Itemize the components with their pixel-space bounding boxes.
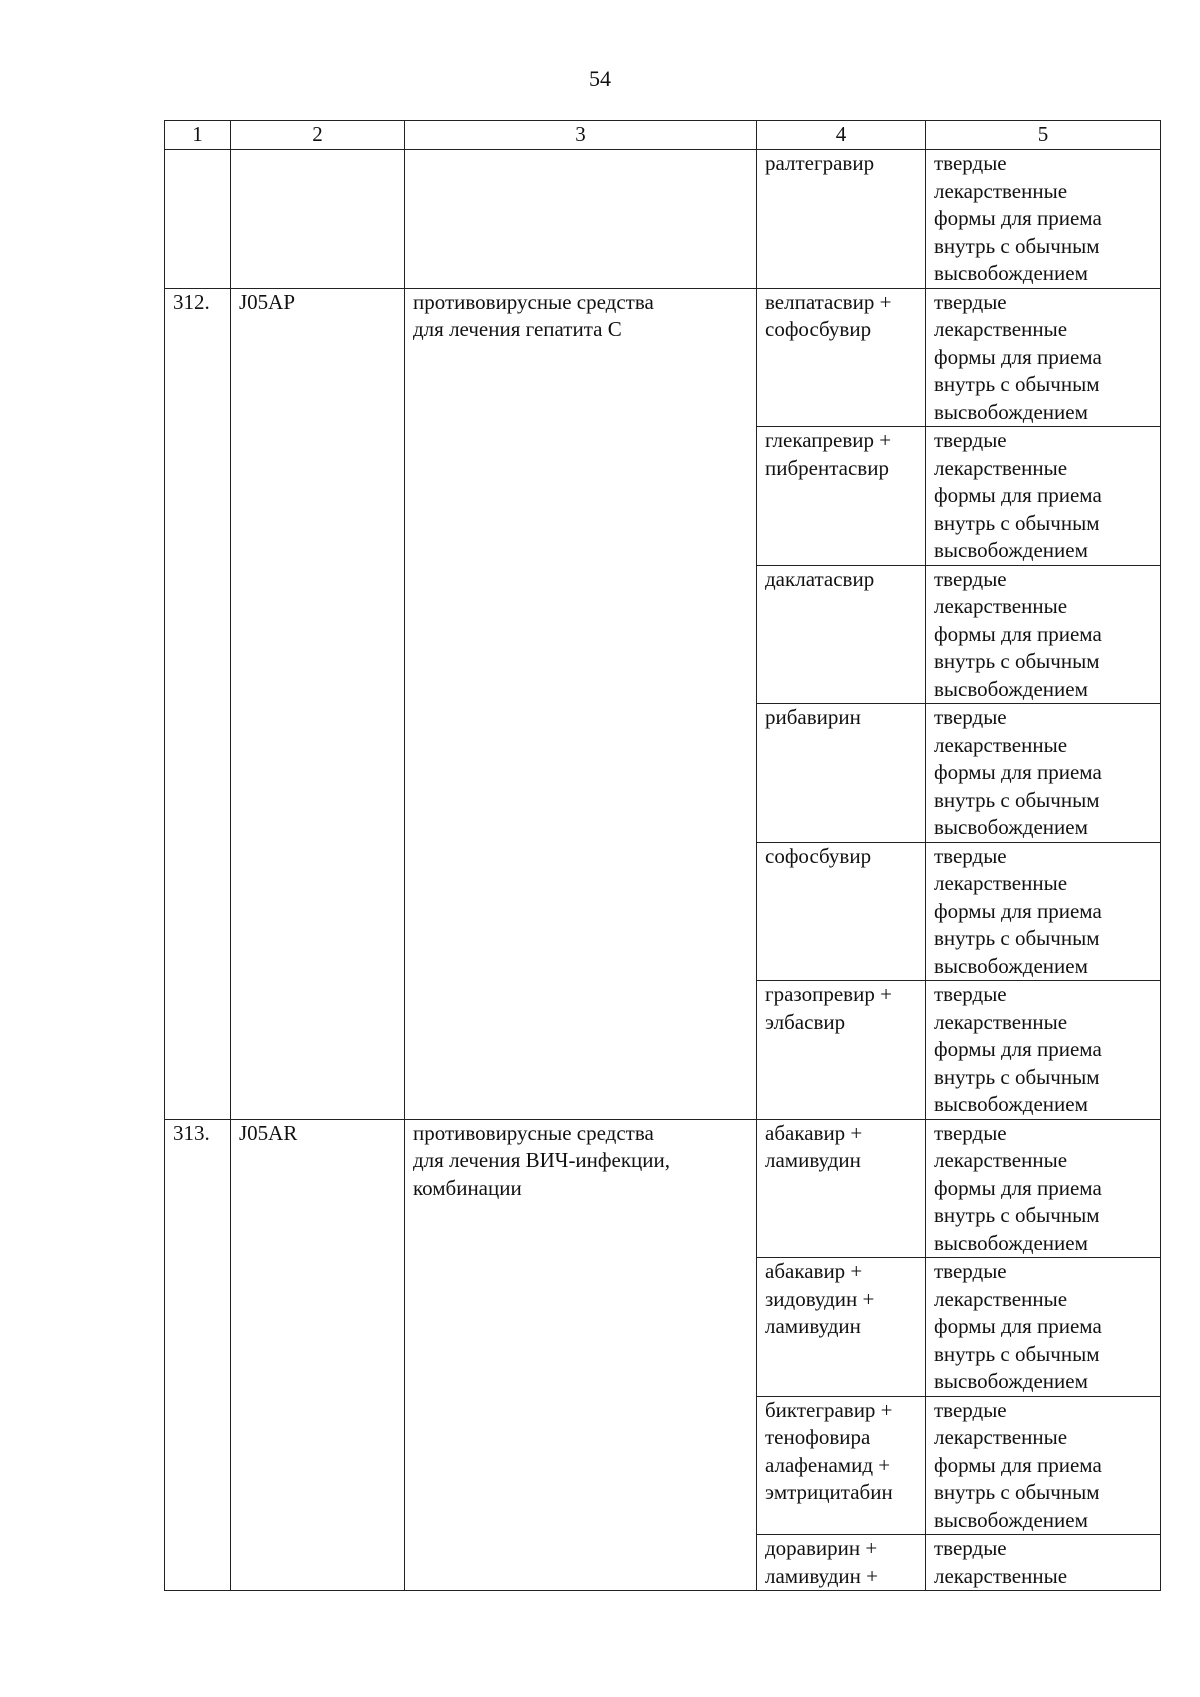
table-row: [165, 150, 1161, 289]
drug-name-cell: абакавир + зидовудин + ламивудин: [757, 1258, 926, 1397]
dosage-form-cell: твердые лекарственные формы для приема внутрь с обычным высвобождением: [926, 1119, 1161, 1258]
therapeutic-group-cell: противовирусные средства для лечения ВИЧ-инфекции, комбинации: [405, 1119, 757, 1591]
page-number: 54: [589, 66, 611, 91]
column-header-5: 5: [926, 121, 1161, 150]
table-header-row: [165, 121, 1161, 150]
column-header-2: 2: [231, 121, 405, 150]
atc-code-cell: J05AR: [231, 1119, 405, 1591]
row-number-cell: 312.: [165, 288, 231, 1119]
dosage-form-cell: твердые лекарственные формы для приема внутрь с обычным высвобождением: [926, 1396, 1161, 1535]
dosage-form-cell: твердые лекарственные формы для приема внутрь с обычным высвобождением: [926, 150, 1161, 289]
drug-list-table: [164, 120, 1161, 1591]
row-number-cell: 313.: [165, 1119, 231, 1591]
drug-name-cell: рибавирин: [757, 704, 926, 843]
column-header-4: 4: [757, 121, 926, 150]
drug-name-cell: абакавир + ламивудин: [757, 1119, 926, 1258]
dosage-form-cell: твердые лекарственные формы для приема внутрь с обычным высвобождением: [926, 1258, 1161, 1397]
drug-name-cell: глекапревир + пибрентасвир: [757, 427, 926, 566]
column-header-1: 1: [165, 121, 231, 150]
table-row: [165, 288, 1161, 427]
atc-code-cell: [231, 150, 405, 289]
drug-name-cell: доравирин + ламивудин +: [757, 1535, 926, 1591]
drug-name-cell: биктегравир + тенофовира алафенамид + эмтрицитабин: [757, 1396, 926, 1535]
dosage-form-cell: твердые лекарственные формы для приема внутрь с обычным высвобождением: [926, 565, 1161, 704]
atc-code-cell: J05AP: [231, 288, 405, 1119]
row-number-cell: [165, 150, 231, 289]
therapeutic-group-cell: противовирусные средства для лечения гепатита С: [405, 288, 757, 1119]
drug-name-cell: софосбувир: [757, 842, 926, 981]
column-header-3: 3: [405, 121, 757, 150]
dosage-form-cell: твердые лекарственные формы для приема внутрь с обычным высвобождением: [926, 704, 1161, 843]
dosage-form-cell: твердые лекарственные формы для приема внутрь с обычным высвобождением: [926, 288, 1161, 427]
drug-name-cell: велпатасвир + софосбувир: [757, 288, 926, 427]
dosage-form-cell: твердые лекарственные формы для приема внутрь с обычным высвобождением: [926, 427, 1161, 566]
dosage-form-cell: твердые лекарственные формы для приема внутрь с обычным высвобождением: [926, 842, 1161, 981]
dosage-form-cell: твердые лекарственные: [926, 1535, 1161, 1591]
drug-name-cell: даклатасвир: [757, 565, 926, 704]
dosage-form-cell: твердые лекарственные формы для приема внутрь с обычным высвобождением: [926, 981, 1161, 1120]
drug-name-cell: гразопревир + элбасвир: [757, 981, 926, 1120]
table-body: [165, 150, 1161, 1591]
table-row: [165, 1119, 1161, 1258]
drug-name-cell: ралтегравир: [757, 150, 926, 289]
therapeutic-group-cell: [405, 150, 757, 289]
